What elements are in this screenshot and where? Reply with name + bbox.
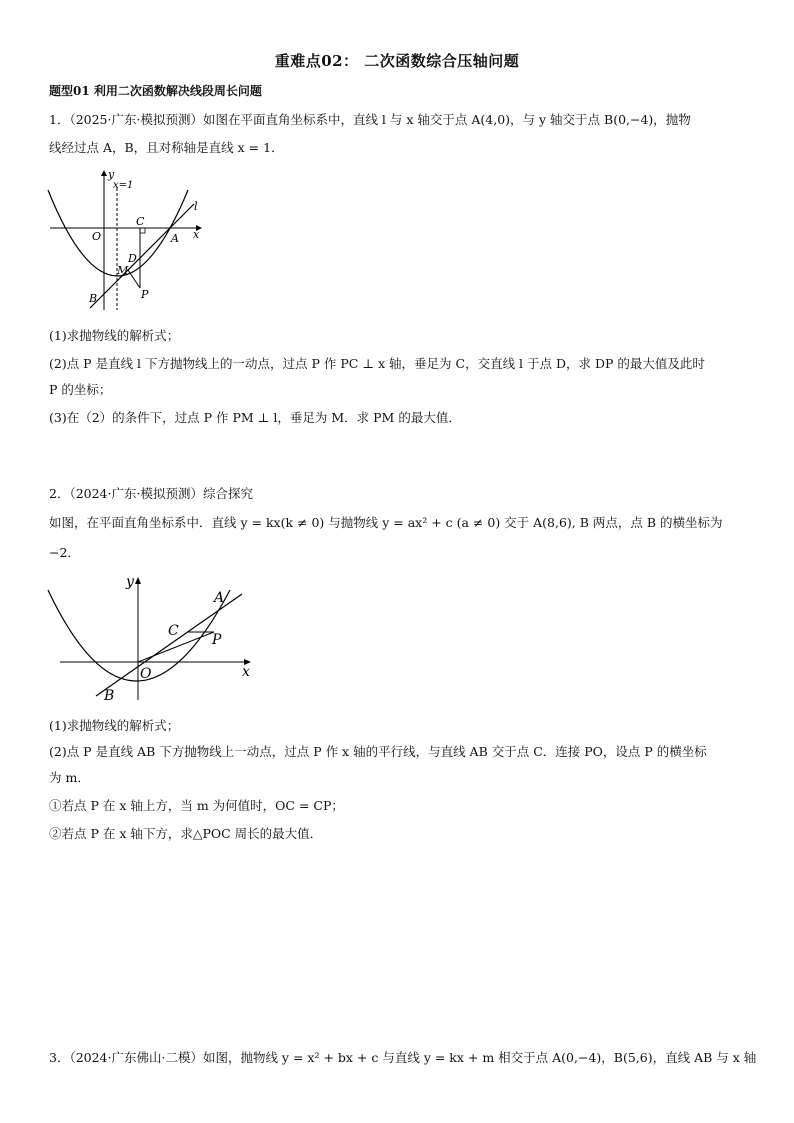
q2-y-arrow (135, 577, 141, 584)
q2-parabola (48, 590, 230, 681)
section-heading: 题型01 利用二次函数解决线段周长问题 (49, 84, 262, 98)
q1-label-x: x (193, 228, 200, 241)
q1-label-d: D (128, 252, 137, 265)
q2-sub2-line2: 为 m． (49, 770, 90, 785)
q2-label-p: P (212, 632, 222, 648)
q1-y-arrow (101, 170, 107, 176)
q1-label-a: A (171, 232, 179, 245)
q1-label-p: P (141, 288, 149, 301)
q1-right-angle-c (140, 228, 145, 233)
q1-figure (44, 168, 214, 316)
q2-sub2-line1: (2)点 P 是直线 AB 下方抛物线上一动点，过点 P 作 x 轴的平行线，与直线 AB 交于点 C．连接 PO，设点 P 的横坐标 (49, 744, 707, 759)
q1-label-l: l (194, 200, 198, 213)
q1-sub2-line2: P 的坐标； (49, 382, 112, 397)
q1-label-o: O (92, 230, 102, 243)
q1-stem-line2: 线经过点 A，B，且对称轴是直线 x = 1． (49, 140, 284, 155)
q1-stem-line1: 1．（2025·广东·模拟预测）如图在平面直角坐标系中，直线 l 与 x 轴交于点 A(4,0)，与 y 轴交于点 B(0,−4)，抛物 (49, 112, 691, 127)
page-title: 重难点02： 二次函数综合压轴问题 (274, 52, 520, 70)
q2-label-b: B (104, 688, 115, 704)
q1-label-c: C (136, 215, 145, 228)
q2-stem-line2: 如图，在平面直角坐标系中．直线 y = kx(k ≠ 0) 与抛物线 y = ax² + c (a ≠ 0) 交于 A(8,6), B 两点，点 B 的横坐标为 (49, 515, 723, 530)
q2-stem-line3: −2． (49, 545, 80, 560)
q2-case2: ②若点 P 在 x 轴下方，求△POC 周长的最大值． (49, 826, 323, 841)
q2-case1: ①若点 P 在 x 轴上方，当 m 为何值时，OC = CP； (49, 798, 344, 813)
q1-label-b: B (89, 292, 98, 305)
q2-label-o: O (140, 666, 152, 682)
q1-sub2-line1: (2)点 P 是直线 l 下方抛物线上的一动点，过点 P 作 PC ⊥ x 轴，垂足为 C，交直线 l 于点 D，求 DP 的最大值及此时 (49, 356, 705, 371)
q1-label-axis: x=1 (113, 180, 134, 191)
q2-sub1: (1)求抛物线的解析式； (49, 718, 180, 733)
q1-sub1: (1)求抛物线的解析式； (49, 328, 180, 343)
q2-label-c: C (168, 623, 179, 639)
q2-label-a: A (214, 590, 225, 606)
q2-figure (44, 572, 264, 706)
q1-label-y: y (108, 168, 115, 181)
q1-sub3: (3)在（2）的条件下，过点 P 作 PM ⊥ l，垂足为 M．求 PM 的最大值． (49, 410, 461, 425)
q2-label-x: x (242, 664, 250, 680)
q2-label-y: y (126, 574, 134, 590)
q1-label-m: M (117, 264, 129, 277)
q2-stem-line1: 2．（2024·广东·模拟预测）综合探究 (49, 486, 253, 501)
q3-stem-line1: 3．（2024·广东佛山·二模）如图，抛物线 y = x² + bx + c 与直线 y = kx + m 相交于点 A(0,−4)，B(5,6)，直线 AB 与 x 轴 (49, 1050, 757, 1065)
q1-segment-pm (128, 270, 140, 288)
